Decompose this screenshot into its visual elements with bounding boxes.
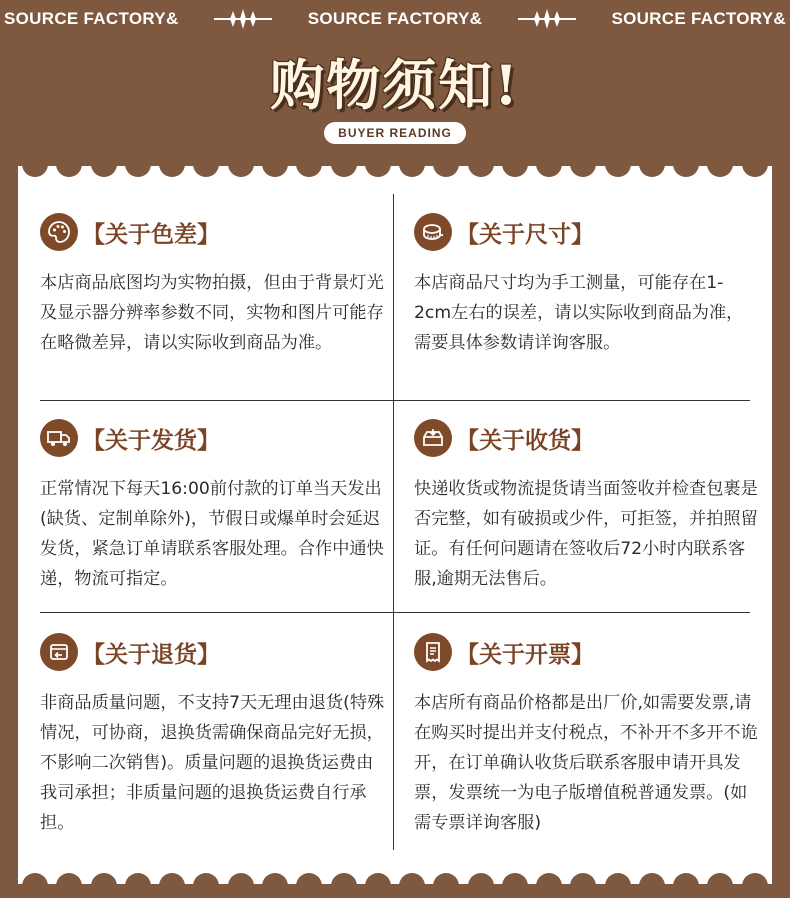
- subtitle-badge: BUYER READING: [324, 122, 466, 144]
- column-divider: [393, 194, 394, 850]
- section-body: 快递收货或物流提货请当面签收并检查包裹是否完整，如有破损或少件，可拒签，并拍照留证。有任何问题请在签收后72小时内联系客服,逾期无法售后。: [414, 479, 758, 589]
- marquee-text: SOURCE FACTORY&: [611, 9, 786, 28]
- section-title: 【关于色差】: [82, 221, 220, 248]
- section-title: 【关于收货】: [456, 427, 594, 454]
- package-box-icon: [414, 419, 452, 457]
- section-body: 非商品质量问题，不支持7天无理由退货(特殊情况，可协商，退换货需确保商品完好无损，不影响二次销售)。质量问题的退换货运费由我司承担；非质量问题的退换货运费自行承担。: [40, 693, 385, 833]
- section-title: 【关于尺寸】: [456, 221, 594, 248]
- row-divider: [40, 612, 750, 613]
- section-body: 本店商品底图均为实物拍摄，但由于背景灯光及显示器分辨率参数不同，实物和图片可能存在略微差异，请以实际收到商品为准。: [40, 273, 384, 353]
- marquee-text: SOURCE FACTORY&: [4, 9, 179, 28]
- sparkle-divider-icon: [214, 9, 272, 29]
- return-icon: [40, 633, 78, 671]
- scallop-edge-bottom: [18, 868, 772, 886]
- section-color-difference: [40, 212, 390, 358]
- section-size: [414, 212, 764, 358]
- section-returns: [40, 632, 390, 838]
- section-receiving: [414, 418, 764, 594]
- marquee-strip: [0, 0, 790, 38]
- invoice-icon: [414, 633, 452, 671]
- info-card: [18, 166, 772, 884]
- section-title: 【关于发货】: [82, 427, 220, 454]
- page-heading: [0, 50, 790, 144]
- section-shipping: [40, 418, 390, 594]
- section-body: 本店商品尺寸均为手工测量，可能存在1-2cm左右的误差，请以实际收到商品为准，需要具体参数请详询客服。: [414, 273, 744, 353]
- delivery-truck-icon: [40, 419, 78, 457]
- row-divider: [40, 400, 750, 401]
- section-title: 【关于退货】: [82, 641, 220, 668]
- page-title: 购物须知!: [270, 53, 520, 117]
- marquee-text: SOURCE FACTORY&: [307, 9, 483, 28]
- scallop-edge-top: [18, 164, 772, 182]
- palette-icon: [40, 213, 78, 251]
- section-title: 【关于开票】: [456, 641, 594, 668]
- section-invoice: [414, 632, 764, 838]
- section-body: 正常情况下每天16:00前付款的订单当天发出(缺货、定制单除外)，节假日或爆单时会延迟发货，紧急订单请联系客服处理。合作中通快递，物流可指定。: [40, 479, 384, 589]
- sparkle-divider-icon: [518, 9, 576, 29]
- section-body: 本店所有商品价格都是出厂价,如需要发票,请在购买时提出并支付税点，不补开不多开不诡开，在订单确认收货后联系客服申请开具发票，发票统一为电子版增值税普通发票。(如需专票详询客服): [414, 693, 758, 833]
- tape-measure-icon: [414, 213, 452, 251]
